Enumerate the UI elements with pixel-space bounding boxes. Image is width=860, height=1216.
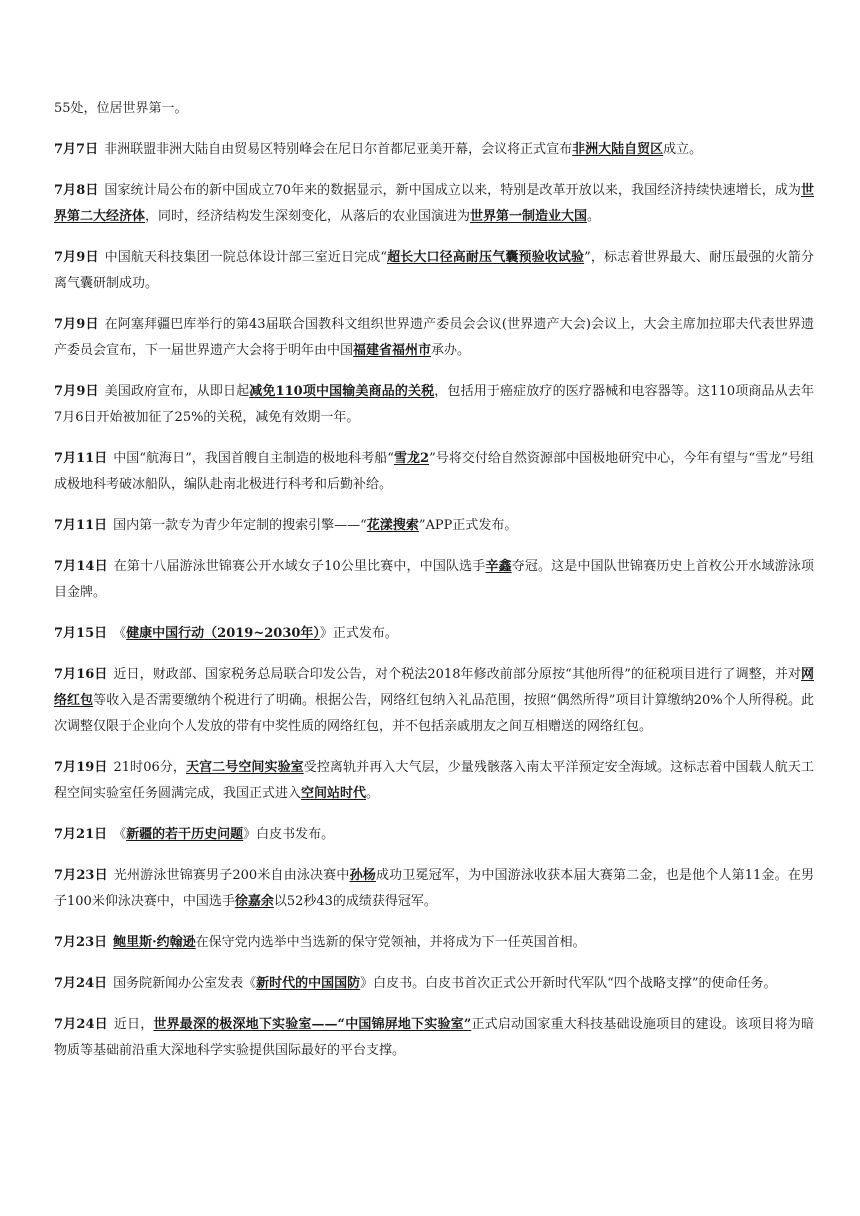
news-date: 7月19日: [54, 760, 108, 775]
news-text: 承办。: [431, 343, 471, 358]
news-item: [54, 863, 814, 915]
news-text: 。: [587, 209, 601, 224]
news-text: 中国“航海日”，我国首艘自主制造的极地科考船“: [113, 451, 394, 466]
news-text: 以52秒43的成绩获得冠军。: [273, 894, 437, 909]
news-text: 》白皮书发布。: [243, 827, 335, 842]
news-item: [54, 822, 814, 848]
news-date: 7月11日: [54, 518, 108, 533]
keyword-highlight: 健康中国行动（2019~2030年）: [126, 626, 320, 641]
document-body: [54, 96, 814, 1079]
news-item: [54, 930, 814, 956]
keyword-highlight: 花漾搜索: [366, 518, 419, 533]
keyword-highlight: 网络红包: [54, 667, 814, 708]
keyword-highlight: 世界第二大经济体: [54, 183, 815, 224]
news-text: 美国政府宣布，从即日起: [104, 384, 250, 399]
news-item: [54, 971, 814, 997]
news-text: 光州游泳世锦赛男子200米自由泳决赛中: [113, 868, 350, 883]
keyword-highlight: 空间站时代: [301, 786, 367, 801]
news-text: ，同时，经济结构发生深刻变化，从落后的农业国演进为: [145, 209, 471, 224]
news-date: 7月9日: [54, 317, 99, 332]
news-item: [54, 621, 814, 647]
news-text: 等收入是否需要缴纳个税进行了明确。根据公告，网络红包纳入礼品范围，按照“偶然所得”项目计算缴纳20%个人所得税。此次调整仅限于企业向个人发放的带有中奖性质的网络红包，并不包括亲戚朋友之间互相赠送的网络红包。: [54, 693, 814, 734]
keyword-highlight: 辛鑫: [485, 559, 512, 574]
news-text: 中国航天科技集团一院总体设计部三室近日完成“: [104, 250, 388, 265]
news-text: 非洲联盟非洲大陆自由贸易区特别峰会在尼日尔首都尼亚美开幕，会议将正式宣布: [104, 142, 573, 157]
news-text: 《: [113, 827, 127, 842]
news-item: [54, 554, 814, 606]
news-text: 》白皮书。白皮书首次正式公开新时代军队“四个战略支撑”的使命任务。: [360, 976, 777, 991]
keyword-highlight: 非洲大陆自贸区: [572, 142, 664, 157]
keyword-highlight: 天宫二号空间实验室: [186, 760, 304, 775]
news-text: 《: [113, 626, 127, 641]
news-text: 正式启动国家重大科技基础设施项目的建设。该项目将为暗物质等基础前沿重大深地科学实验提供国际最好的平台支撑。: [54, 1017, 814, 1058]
news-text: 》正式发布。: [319, 626, 398, 641]
keyword-highlight: 新时代的中国国防: [256, 976, 361, 991]
keyword-highlight: 雪龙2: [393, 451, 430, 466]
news-text: 国务院新闻办公室发表《: [113, 976, 257, 991]
news-item: [54, 178, 814, 230]
news-item: [54, 312, 814, 364]
news-item: [54, 137, 814, 163]
news-item: [54, 513, 814, 539]
news-date: 7月9日: [54, 250, 99, 265]
news-item: [54, 1012, 814, 1064]
keyword-highlight: 福建省福州市: [353, 343, 432, 358]
news-date: 7月24日: [54, 976, 108, 991]
news-item: [54, 446, 814, 498]
news-date: 7月21日: [54, 827, 108, 842]
news-text: 受控离轨并再入大气层，少量残骸落入南太平洋预定安全海域。这标志着中国载人航天工程空间实验室任务圆满完成，我国正式进入: [54, 760, 814, 801]
news-item: [54, 662, 814, 740]
news-date: 7月24日: [54, 1017, 108, 1032]
news-item: [54, 245, 814, 297]
news-text: 在保守党内选举中当选新的保守党领袖，并将成为下一任英国首相。: [195, 935, 586, 950]
keyword-highlight: 徐嘉余: [234, 894, 274, 909]
news-text: 近日，: [113, 1017, 154, 1032]
keyword-highlight: 世界第一制造业大国: [470, 209, 588, 224]
keyword-highlight: 孙杨: [349, 868, 376, 883]
news-date: 7月23日: [54, 868, 108, 883]
news-item: [54, 755, 814, 807]
news-date: 7月8日: [54, 183, 99, 198]
news-text: 21时06分，: [113, 760, 186, 775]
news-text: 55处，位居世界第一。: [54, 101, 188, 116]
news-text: ”号将交付给自然资源部中国极地研究中心，今年有望与“雪龙”号组成极地科考破冰船队，编队赴南北极进行科考和后勤补给。: [54, 451, 814, 492]
news-date: 7月23日: [54, 935, 108, 950]
keyword-highlight: 减免110项中国输美商品的关税: [249, 384, 435, 399]
news-date: 7月9日: [54, 384, 99, 399]
keyword-highlight: 世界最深的极深地下实验室——“中国锦屏地下实验室”: [153, 1017, 472, 1032]
news-text: 夺冠。这是中国队世锦赛历史上首枚公开水域游泳项目金牌。: [54, 559, 814, 600]
news-text: 国内第一款专为青少年定制的搜索引擎——“: [113, 518, 367, 533]
news-date: 7月7日: [54, 142, 99, 157]
news-text: 。: [366, 786, 380, 801]
news-text: 成功卫冕冠军，为中国游泳收获本届大赛第二金，也是他个人第11金。在男子100米仰泳决赛中，中国选手: [54, 868, 814, 909]
news-text: 在阿塞拜疆巴库举行的第43届联合国教科文组织世界遗产委员会会议(世界遗产大会)会议上，大会主席加拉耶夫代表世界遗产委员会宣布，下一届世界遗产大会将于明年由中国: [54, 317, 815, 358]
news-date: 7月15日: [54, 626, 108, 641]
news-text: ”，标志着世界最大、耐压最强的火箭分离气囊研制成功。: [54, 250, 814, 291]
news-item: [54, 96, 814, 122]
news-text: 在第十八届游泳世锦赛公开水域女子10公里比赛中，中国队选手: [113, 559, 486, 574]
news-date: 7月11日: [54, 451, 108, 466]
keyword-highlight: 超长大口径高耐压气囊预验收试验: [387, 250, 585, 265]
news-text: 国家统计局公布的新中国成立70年来的数据显示，新中国成立以来，特别是改革开放以来，我国经济持续快速增长，成为: [104, 183, 801, 198]
news-text: 近日，财政部、国家税务总局联合印发公告，对个税法2018年修改前部分原按“其他所得”的征税项目进行了调整，并对: [113, 667, 801, 682]
news-date: 7月14日: [54, 559, 108, 574]
news-text: ，包括用于癌症放疗的医疗器械和电容器等。这110项商品从去年7月6日开始被加征了25%的关税，减免有效期一年。: [54, 384, 814, 425]
news-item: [54, 379, 814, 431]
news-date: 7月16日: [54, 667, 108, 682]
news-text: 成立。: [663, 142, 703, 157]
news-text: ”APP正式发布。: [418, 518, 518, 533]
keyword-highlight: 鲍里斯·约翰逊: [113, 935, 196, 950]
keyword-highlight: 新疆的若干历史问题: [126, 827, 244, 842]
